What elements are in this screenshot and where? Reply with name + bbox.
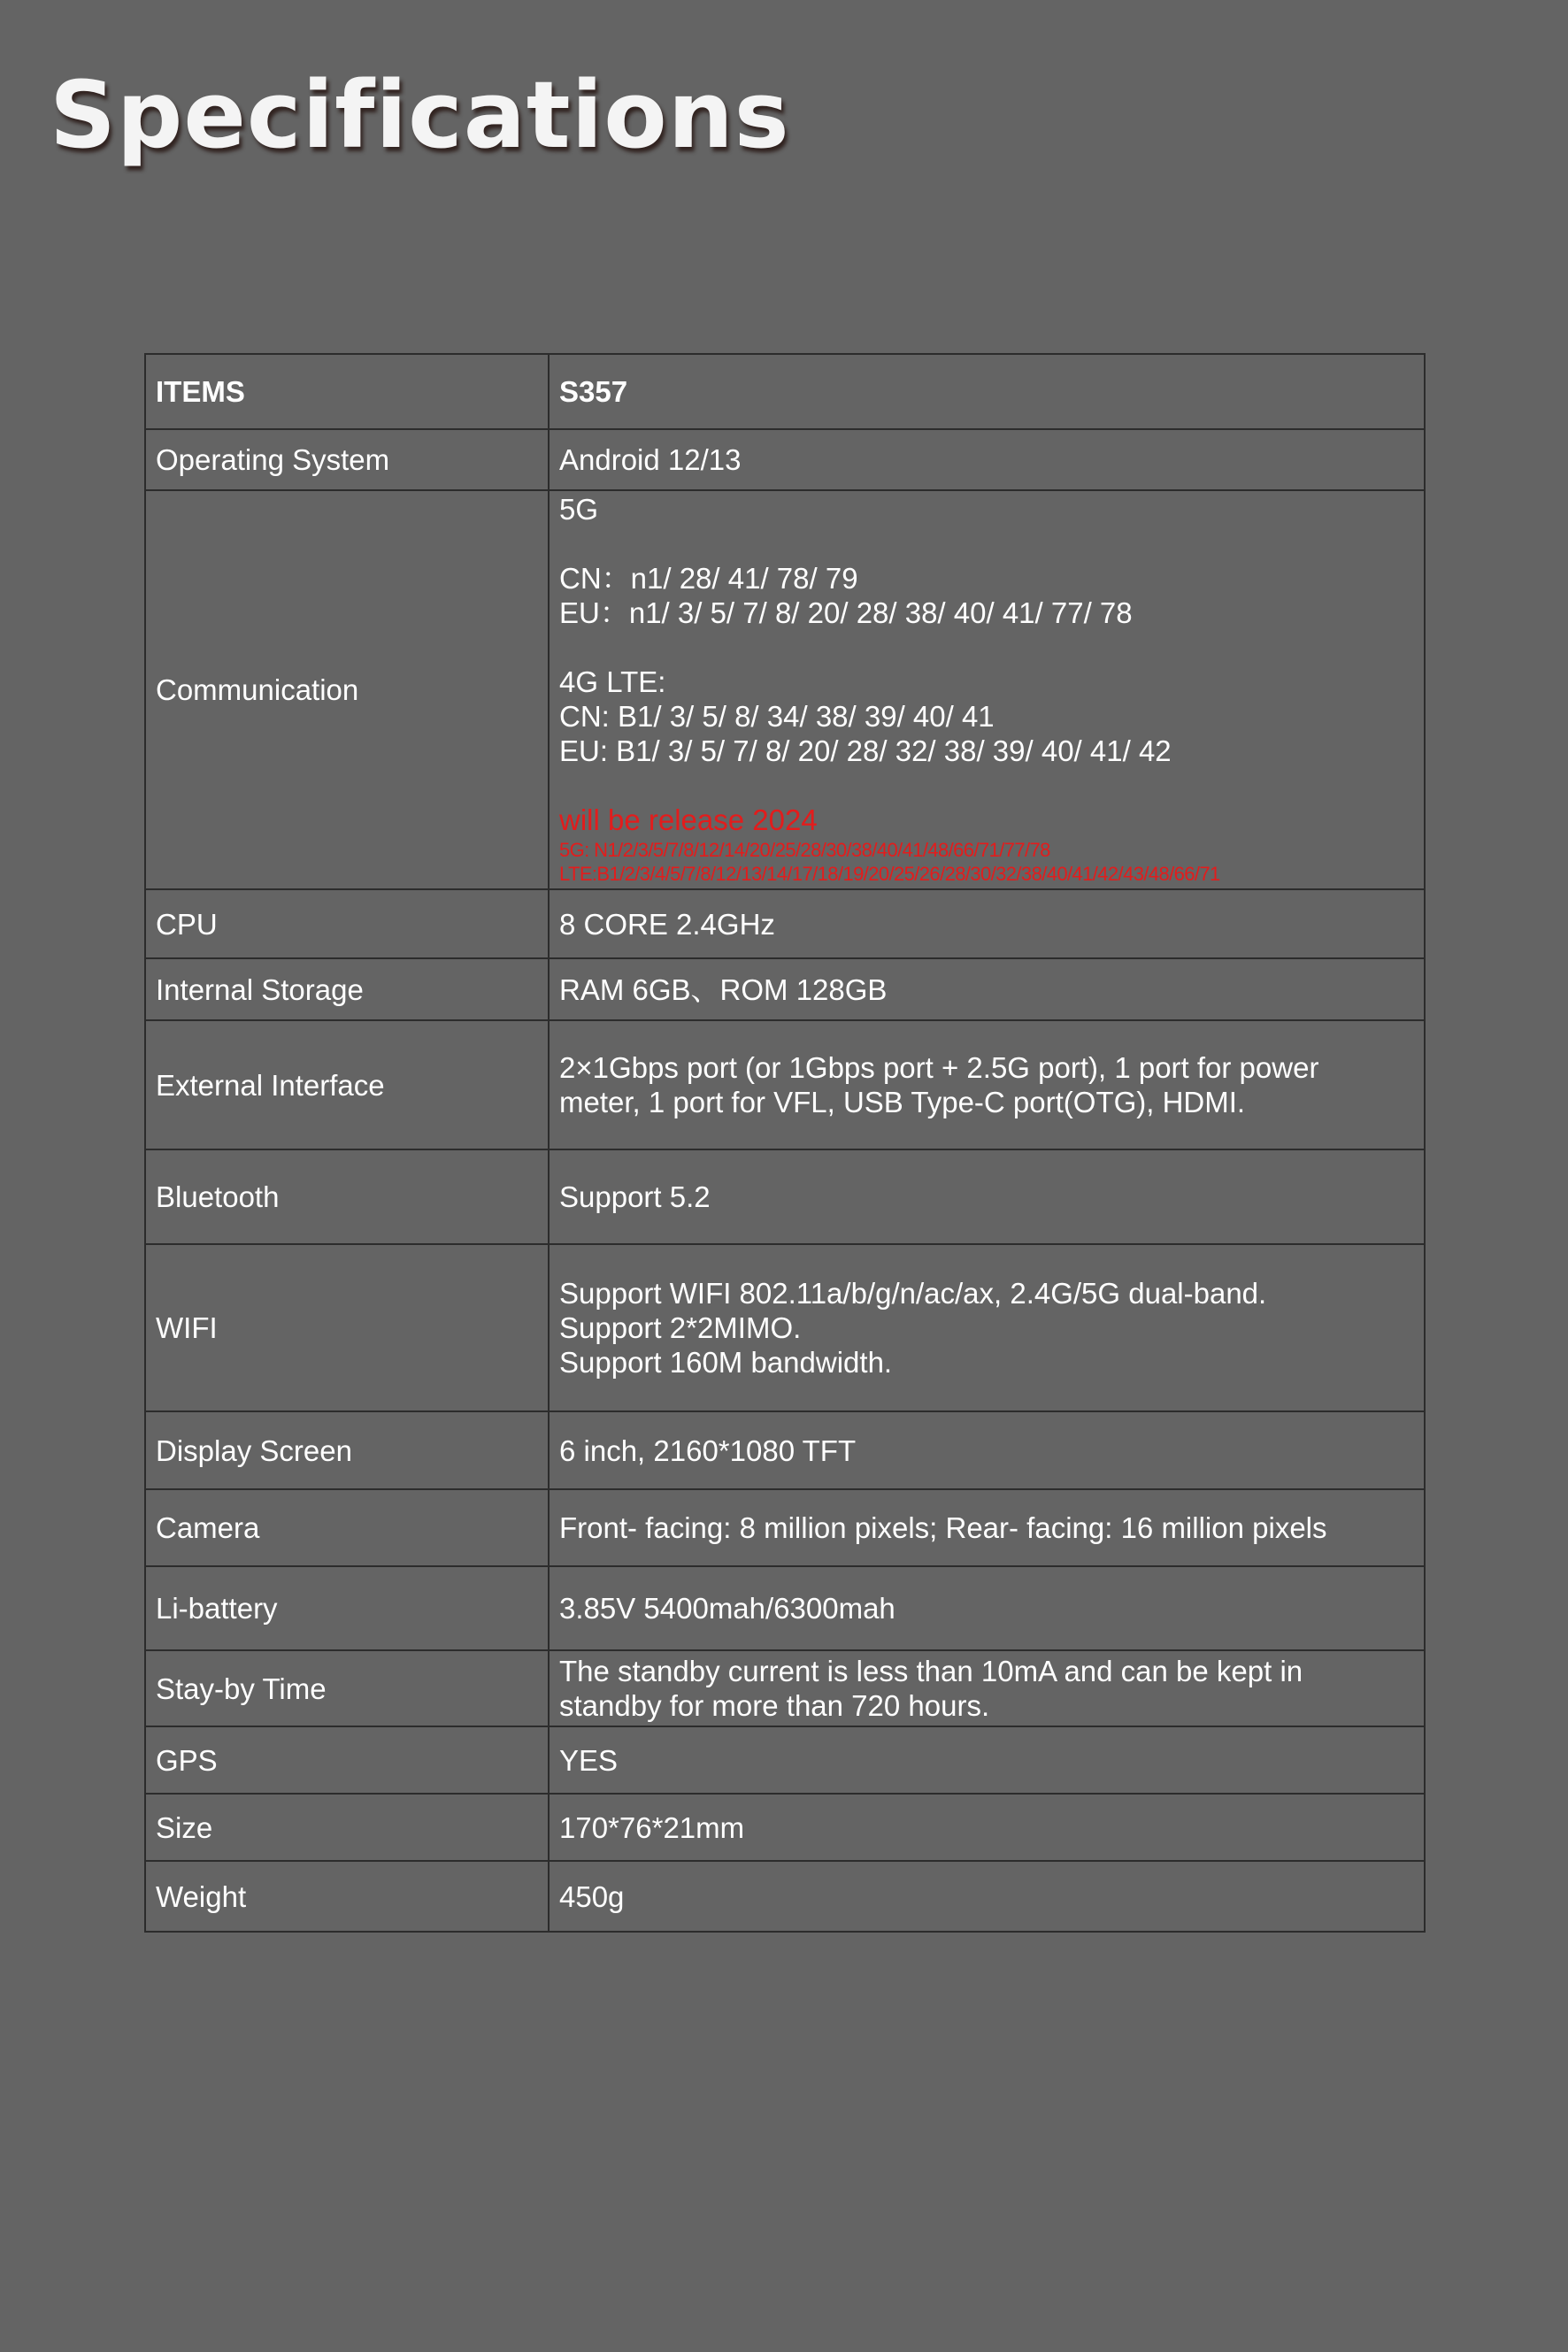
row-label: CPU — [145, 889, 549, 958]
table-row — [145, 889, 1425, 958]
row-label: Communication — [145, 490, 549, 889]
table-row — [145, 1489, 1425, 1566]
row-label: Bluetooth — [145, 1149, 549, 1244]
header-model: S357 — [549, 354, 1425, 429]
row-label: Display Screen — [145, 1411, 549, 1489]
spec-table — [144, 353, 1426, 1933]
table-row — [145, 1020, 1425, 1149]
table-row — [145, 1566, 1425, 1650]
row-value: Android 12/13 — [549, 429, 1425, 490]
release-note-title: will be release 2024 — [559, 803, 818, 836]
value-line: standby for more than 720 hours. — [559, 1689, 990, 1722]
table-row — [145, 1650, 1425, 1726]
table-row — [145, 958, 1425, 1020]
row-label: External Interface — [145, 1020, 549, 1149]
blank-line — [559, 630, 1424, 665]
comm-line: CN: B1/ 3/ 5/ 8/ 34/ 38/ 39/ 40/ 41 — [559, 700, 995, 733]
row-value: 450g — [549, 1861, 1425, 1932]
header-items: ITEMS — [145, 354, 549, 429]
value-line: Support 160M bandwidth. — [559, 1346, 893, 1379]
release-note-5g: 5G: N1/2/3/5/7/8/12/14/20/25/28/30/38/40/41/48/66/71/77/78 — [559, 839, 1050, 861]
comm-line: CN：n1/ 28/ 41/ 78/ 79 — [559, 562, 858, 595]
row-label: GPS — [145, 1726, 549, 1794]
row-value — [549, 1650, 1425, 1726]
value-line: Support WIFI 802.11a/b/g/n/ac/ax, 2.4G/5G dual-band. — [559, 1277, 1267, 1310]
blank-line — [559, 768, 1424, 803]
comm-line: 4G LTE: — [559, 665, 666, 698]
row-value — [549, 1020, 1425, 1149]
row-label: Size — [145, 1794, 549, 1861]
comm-line: EU: B1/ 3/ 5/ 7/ 8/ 20/ 28/ 32/ 38/ 39/ 40/ 41/ 42 — [559, 734, 1172, 767]
row-label: Camera — [145, 1489, 549, 1566]
table-row — [145, 429, 1425, 490]
value-line: The standby current is less than 10mA and can be kept in — [559, 1655, 1303, 1687]
comm-line: EU：n1/ 3/ 5/ 7/ 8/ 20/ 28/ 38/ 40/ 41/ 77/ 78 — [559, 596, 1133, 629]
page-title: Specifications — [50, 61, 790, 169]
table-row — [145, 490, 1425, 889]
row-value: Front- facing: 8 million pixels; Rear- facing: 16 million pixels — [549, 1489, 1425, 1566]
row-label: WIFI — [145, 1244, 549, 1411]
row-label: Internal Storage — [145, 958, 549, 1020]
value-line: Support 2*2MIMO. — [559, 1311, 802, 1344]
table-row — [145, 1244, 1425, 1411]
row-label: Operating System — [145, 429, 549, 490]
row-value: 6 inch, 2160*1080 TFT — [549, 1411, 1425, 1489]
table-row — [145, 1411, 1425, 1489]
table-row — [145, 1794, 1425, 1861]
row-value — [549, 490, 1425, 889]
row-label: Stay-by Time — [145, 1650, 549, 1726]
row-value: 170*76*21mm — [549, 1794, 1425, 1861]
comm-line: 5G — [559, 493, 599, 526]
table-row — [145, 1861, 1425, 1932]
row-value — [549, 1244, 1425, 1411]
row-value: 8 CORE 2.4GHz — [549, 889, 1425, 958]
row-value: YES — [549, 1726, 1425, 1794]
table-row — [145, 1149, 1425, 1244]
value-line: meter, 1 port for VFL, USB Type-C port(OTG), HDMI. — [559, 1086, 1246, 1118]
row-value: 3.85V 5400mah/6300mah — [549, 1566, 1425, 1650]
row-value: RAM 6GB、ROM 128GB — [549, 958, 1425, 1020]
blank-line — [559, 527, 1424, 561]
release-note-lte: LTE:B1/2/3/4/5/7/8/12/13/14/17/18/19/20/25/26/28/30/32/38/40/41/42/43/48/66/71 — [559, 863, 1220, 885]
value-line: 2×1Gbps port (or 1Gbps port + 2.5G port), 1 port for power — [559, 1051, 1319, 1084]
table-row — [145, 1726, 1425, 1794]
table-header-row — [145, 354, 1425, 429]
row-label: Li-battery — [145, 1566, 549, 1650]
row-label: Weight — [145, 1861, 549, 1932]
row-value: Support 5.2 — [549, 1149, 1425, 1244]
